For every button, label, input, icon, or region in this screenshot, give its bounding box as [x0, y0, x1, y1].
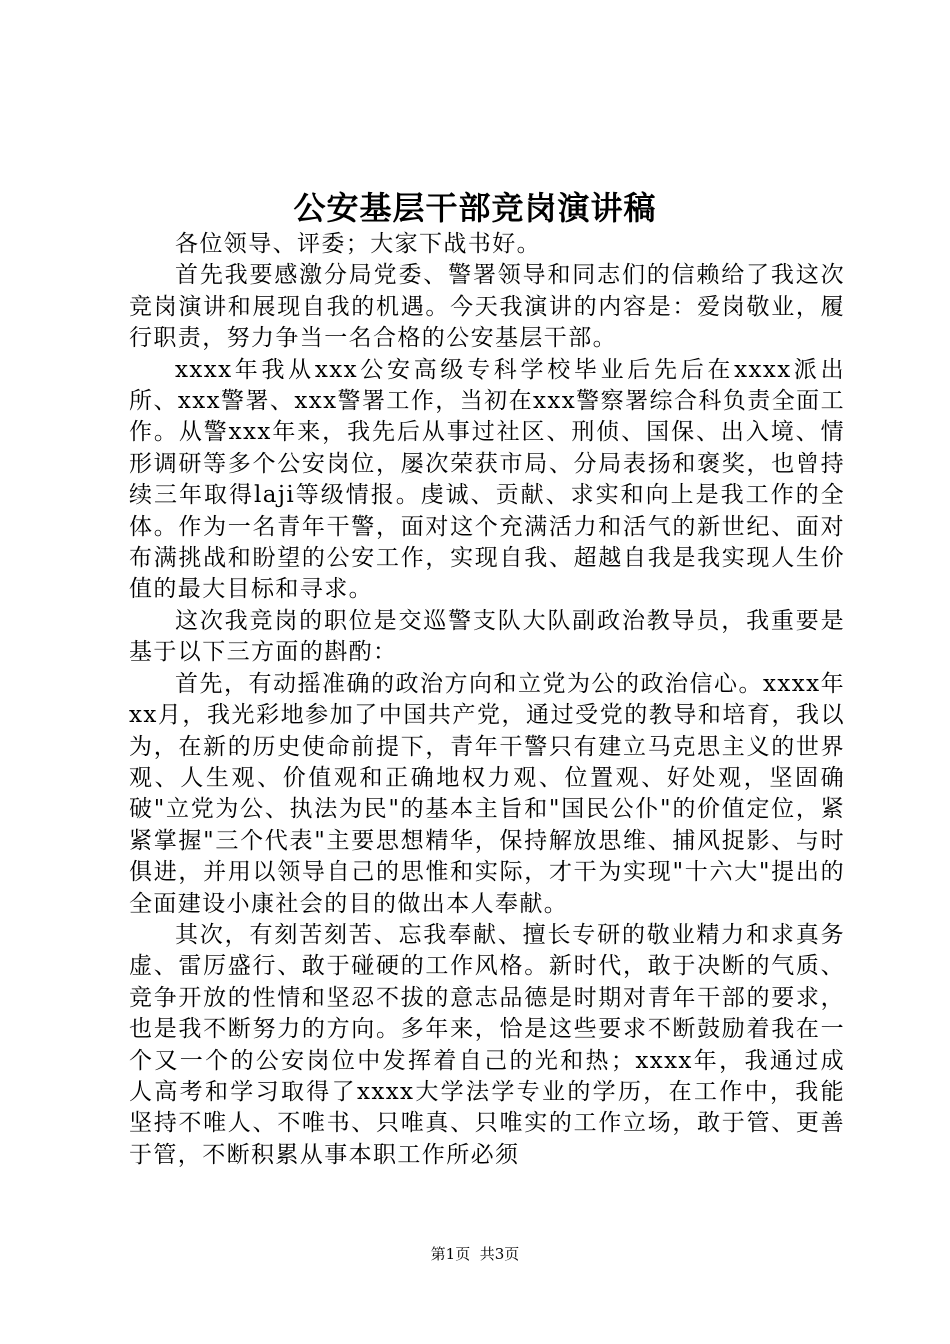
paragraph-position: 这次我竞岗的职位是交巡警支队大队副政治教导员，我重要是基于以下三方面的斟酌：	[129, 607, 845, 666]
page-footer	[0, 1244, 950, 1264]
page-number: 第1页	[430, 1245, 471, 1263]
document-body	[129, 229, 845, 1171]
page-total: 共3页	[479, 1245, 520, 1263]
document-title: 公安基层干部竞岗演讲稿	[293, 189, 657, 227]
paragraph-reason-first: 首先，有动摇准确的政治方向和立党为公的政治信心。xxxx年xx月，我光彩地参加了中国共产党，通过受党的教导和培育，我以为，在新的历史使命前提下，青年干警只有建立马克思主义的世界观、人生观、价值观和正确地权力观、位置观、好处观，坚固确破"立党为公、执法为民"的基本主旨和"国民公仆"的价值定位，紧紧掌握"三个代表"主要思想精华，保持解放思维、捕风捉影、与时俱进，并用以领导自己的思惟和实际，才干为实现"十六大"提出的全面建设小康社会的目的做出本人奉献。	[129, 670, 845, 917]
paragraph-experience: xxxx年我从xxx公安高级专科学校毕业后先后在xxxx派出所、xxx警署、xxx警署工作，当初在xxx警察署综合科负责全面工作。从警xxx年来，我先后从事过社区、刑侦、国保、出入境、情形调研等多个公安岗位，屡次荣获市局、分局表扬和褒奖，也曾持续三年取得laji等级情报。虔诚、贡献、求实和向上是我工作的全体。作为一名青年干警，面对这个充满活力和活气的新世纪、面对布满挑战和盼望的公安工作，实现自我、超越自我是我实现人生价值的最大目标和寻求。	[129, 356, 845, 603]
paragraph-reason-second: 其次，有刻苦刻苦、忘我奉献、擅长专研的敬业精力和求真务虚、雷厉盛行、敢于碰硬的工作风格。新时代，敢于决断的气质、竞争开放的性情和坚忍不拔的意志品德是时期对青年干部的要求，也是我不断努力的方向。多年来，恰是这些要求不断鼓励着我在一个又一个的公安岗位中发挥着自己的光和热；xxxx年，我通过成人高考和学习取得了xxxx大学法学专业的学历，在工作中，我能坚持不唯人、不唯书、只唯真、只唯实的工作立场，敢于管、更善于管，不断积累从事本职工作所必须	[129, 921, 845, 1168]
paragraph-greeting: 各位领导、评委；大家下战书好。	[175, 231, 541, 257]
paragraph-thanks: 首先我要感激分局党委、警署领导和同志们的信赖给了我这次竞岗演讲和展现自我的机遇。今天我演讲的内容是：爱岗敬业，履行职责，努力争当一名合格的公安基层干部。	[129, 262, 845, 352]
